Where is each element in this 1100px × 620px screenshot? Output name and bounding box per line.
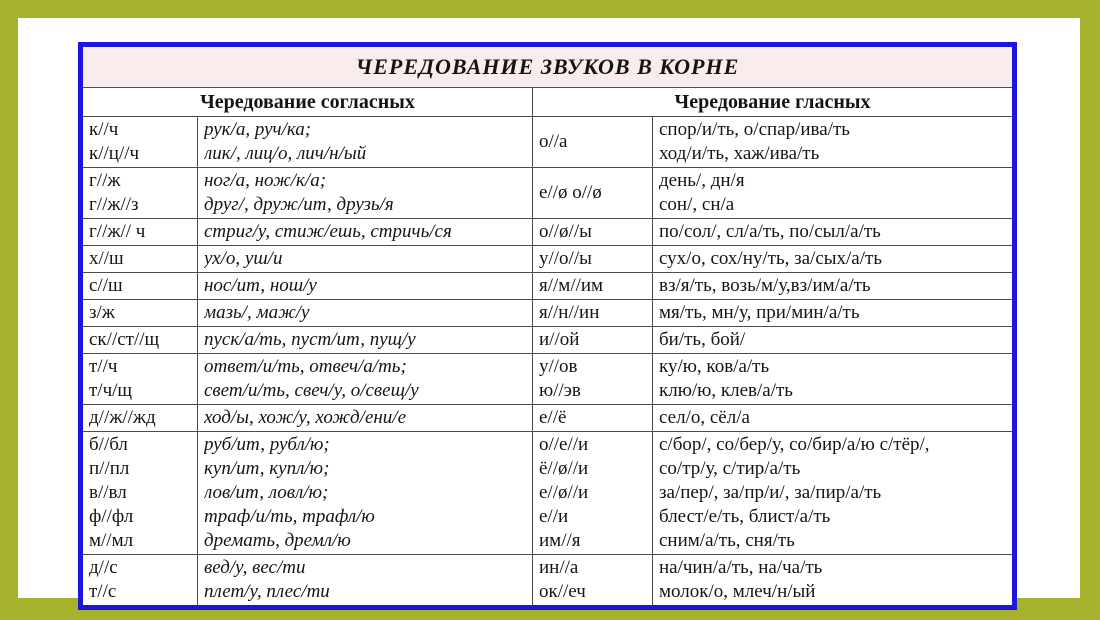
text-line: ног/а, нож/к/а; [204, 170, 327, 191]
cell-vowel-pattern [533, 555, 653, 608]
cell-vowel-examples [653, 354, 1015, 405]
text-line: т//ч [89, 356, 118, 377]
cell-vowel-pattern [533, 327, 653, 354]
header-consonants: Чередование согласных [81, 88, 533, 117]
text-line: о//е//и [539, 434, 589, 455]
cell-vowel-pattern [533, 168, 653, 219]
text-line: и//ой [539, 329, 580, 350]
text-line: с/бор/, со/бер/у, со/бир/а/ю с/тёр/, [659, 434, 930, 455]
text-line: им//я [539, 530, 581, 551]
cell-consonant-examples [198, 354, 533, 405]
text-line: ход/ы, хож/у, хожд/ени/е [204, 407, 407, 428]
cell-vowel-examples [653, 117, 1015, 168]
text-line: день/, дн/я [659, 170, 745, 191]
cell-consonant-examples [198, 273, 533, 300]
cell-consonant-pattern [81, 432, 198, 555]
cell-consonant-examples [198, 405, 533, 432]
cell-vowel-pattern [533, 432, 653, 555]
text-line: ин//а [539, 557, 579, 578]
cell-vowel-examples [653, 219, 1015, 246]
text-line: ск//ст//щ [89, 329, 160, 350]
text-line: траф/и/ть, трафл/ю [204, 506, 375, 527]
text-line: г//ж// ч [89, 221, 146, 242]
text-line: е//и [539, 506, 569, 527]
text-line: пуск/а/ть, пуст/ит, пущ/у [204, 329, 416, 350]
cell-vowel-pattern [533, 354, 653, 405]
text-line: куп/ит, купл/ю; [204, 458, 330, 479]
cell-consonant-pattern [81, 117, 198, 168]
text-line: ух/о, уш/и [204, 248, 283, 269]
cell-consonant-examples [198, 555, 533, 608]
cell-consonant-pattern [81, 300, 198, 327]
cell-vowel-examples [653, 432, 1015, 555]
text-line: сон/, сн/а [659, 194, 735, 215]
text-line: сел/о, сёл/а [659, 407, 750, 428]
cell-consonant-pattern [81, 354, 198, 405]
text-line: т/ч/щ [89, 380, 133, 401]
table-row [81, 273, 1015, 300]
alternation-table [78, 42, 1017, 610]
text-line: ё//ø//и [539, 458, 589, 479]
text-line: клю/ю, клев/а/ть [659, 380, 793, 401]
text-line: со/тр/у, с/тир/а/ть [659, 458, 801, 479]
cell-vowel-pattern [533, 300, 653, 327]
text-line: е//ё [539, 407, 567, 428]
cell-consonant-pattern [81, 246, 198, 273]
cell-vowel-pattern [533, 117, 653, 168]
table-row [81, 327, 1015, 354]
table-row [81, 354, 1015, 405]
text-line: х//ш [89, 248, 124, 269]
text-line: молок/о, млеч/н/ый [659, 581, 816, 602]
cell-vowel-examples [653, 327, 1015, 354]
cell-consonant-examples [198, 117, 533, 168]
text-line: о//а [539, 131, 568, 152]
cell-vowel-pattern [533, 405, 653, 432]
text-line: д//ж//жд [89, 407, 156, 428]
text-line: г//ж//з [89, 194, 139, 215]
cell-consonant-examples [198, 219, 533, 246]
text-line: вз/я/ть, возь/м/у,вз/им/а/ть [659, 275, 871, 296]
table-row [81, 432, 1015, 555]
cell-consonant-pattern [81, 168, 198, 219]
cell-consonant-pattern [81, 273, 198, 300]
text-line: ход/и/ть, хаж/ива/ть [659, 143, 820, 164]
text-line: по/сол/, сл/а/ть, по/сыл/а/ть [659, 221, 881, 242]
text-line: е//ø о//ø [539, 182, 602, 203]
text-line: вед/у, вес/ти [204, 557, 306, 578]
cell-consonant-examples [198, 300, 533, 327]
text-line: к//ц//ч [89, 143, 140, 164]
text-line: п//пл [89, 458, 130, 479]
text-line: т//с [89, 581, 117, 602]
text-line: к//ч [89, 119, 119, 140]
text-line: ответ/и/ть, отвеч/а/ть; [204, 356, 407, 377]
cell-consonant-examples [198, 327, 533, 354]
text-line: мазь/, маж/у [204, 302, 310, 323]
text-line: сним/а/ть, сня/ть [659, 530, 795, 551]
text-line: ф//фл [89, 506, 134, 527]
text-line: нос/ит, нош/у [204, 275, 317, 296]
cell-consonant-examples [198, 432, 533, 555]
text-line: друг/, друж/ит, друзь/я [204, 194, 394, 215]
text-line: з/ж [89, 302, 115, 323]
cell-consonant-pattern [81, 405, 198, 432]
text-line: рук/а, руч/ка; [204, 119, 312, 140]
table-row [81, 219, 1015, 246]
title-row [81, 45, 1015, 88]
cell-vowel-examples [653, 405, 1015, 432]
text-line: свет/и/ть, свеч/у, о/свещ/у [204, 380, 419, 401]
cell-vowel-pattern [533, 273, 653, 300]
cell-vowel-pattern [533, 219, 653, 246]
text-line: е//ø//и [539, 482, 589, 503]
text-line: м//мл [89, 530, 134, 551]
table-row [81, 555, 1015, 608]
cell-consonant-examples [198, 246, 533, 273]
text-line: сух/о, сох/ну/ть, за/сых/а/ть [659, 248, 882, 269]
text-line: ю//эв [539, 380, 581, 401]
table-row [81, 168, 1015, 219]
text-line: у//о//ы [539, 248, 592, 269]
text-line: за/пер/, за/пр/и/, за/пир/а/ть [659, 482, 882, 503]
text-line: спор/и/ть, о/спар/ива/ть [659, 119, 850, 140]
text-line: руб/ит, рубл/ю; [204, 434, 330, 455]
text-line: ку/ю, ков/а/ть [659, 356, 770, 377]
text-line: би/ть, бой/ [659, 329, 746, 350]
table-title: ЧЕРЕДОВАНИЕ ЗВУКОВ В КОРНЕ [81, 45, 1015, 88]
cell-vowel-pattern [533, 246, 653, 273]
text-line: д//с [89, 557, 118, 578]
cell-consonant-pattern [81, 219, 198, 246]
table-row [81, 246, 1015, 273]
cell-vowel-examples [653, 300, 1015, 327]
cell-vowel-examples [653, 555, 1015, 608]
text-line: дремать, дремл/ю [204, 530, 351, 551]
text-line: у//ов [539, 356, 578, 377]
slide-canvas [18, 18, 1080, 602]
text-line: лик/, лиц/о, лич/н/ый [204, 143, 367, 164]
table-row [81, 117, 1015, 168]
text-line: я//м//им [539, 275, 604, 296]
text-line: мя/ть, мн/у, при/мин/а/ть [659, 302, 860, 323]
table-row [81, 300, 1015, 327]
text-line: г//ж [89, 170, 121, 191]
cell-vowel-examples [653, 273, 1015, 300]
text-line: на/чин/а/ть, на/ча/ть [659, 557, 823, 578]
text-line: в//вл [89, 482, 127, 503]
text-line: б//бл [89, 434, 128, 455]
text-line: ок//еч [539, 581, 586, 602]
cell-vowel-examples [653, 168, 1015, 219]
cell-vowel-examples [653, 246, 1015, 273]
text-line: плет/у, плес/ти [204, 581, 330, 602]
text-line: стриг/у, стиж/ешь, стричь/ся [204, 221, 452, 242]
text-line: с//ш [89, 275, 123, 296]
header-row [81, 88, 1015, 117]
text-line: я//н//ин [539, 302, 600, 323]
table-body [81, 117, 1015, 608]
text-line: лов/ит, ловл/ю; [204, 482, 329, 503]
table-row [81, 405, 1015, 432]
text-line: о//ø//ы [539, 221, 592, 242]
cell-consonant-pattern [81, 327, 198, 354]
cell-consonant-pattern [81, 555, 198, 608]
cell-consonant-examples [198, 168, 533, 219]
text-line: блест/е/ть, блист/а/ть [659, 506, 831, 527]
header-vowels: Чередование гласных [533, 88, 1015, 117]
